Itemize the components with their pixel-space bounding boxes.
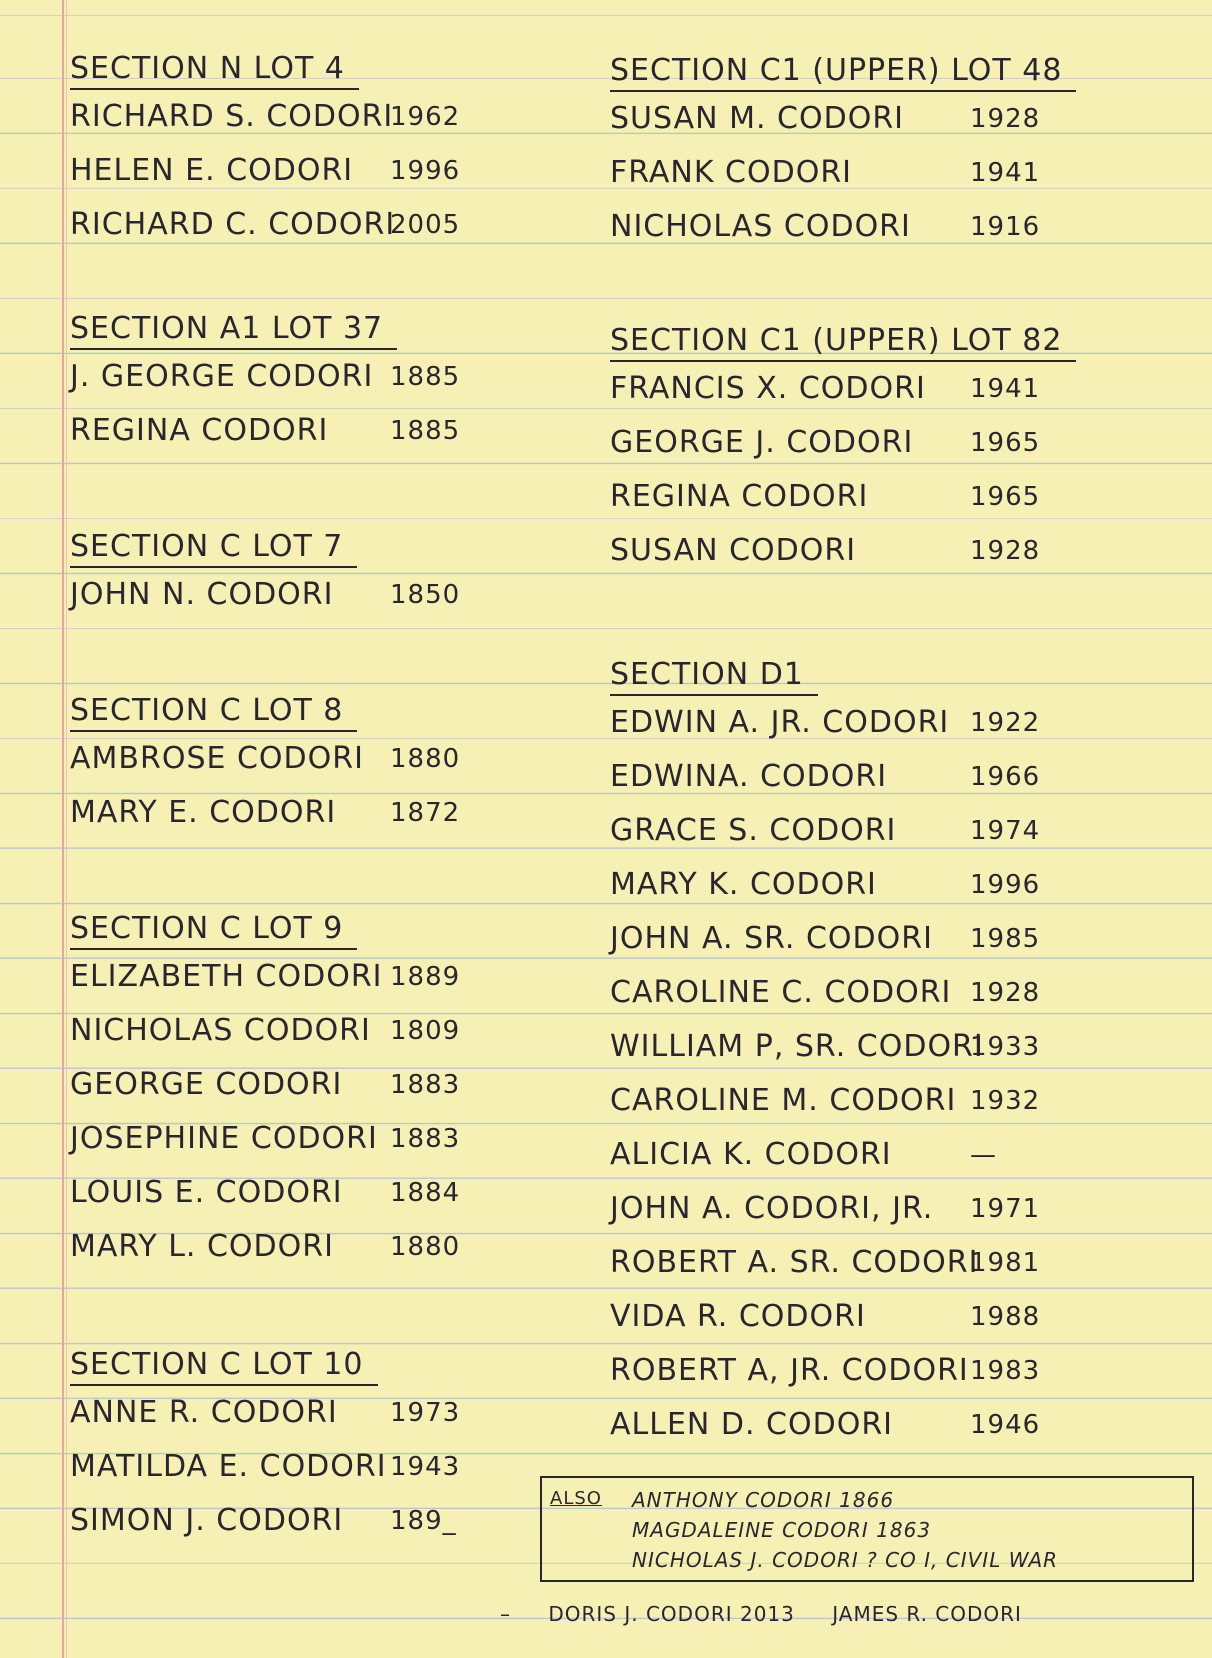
section-title: SECTION C LOT 8 [70, 692, 357, 732]
burial-year: 1883 [390, 1070, 461, 1100]
list-item [610, 1182, 1130, 1236]
list-item [70, 144, 520, 198]
burial-name: ANNE R. CODORI [70, 1395, 338, 1430]
also-line: ANTHONY CODORI 1866 [632, 1488, 895, 1512]
burial-year: 189_ [390, 1506, 457, 1536]
burial-year: 1880 [390, 744, 461, 774]
burial-name: SIMON J. CODORI [70, 1503, 344, 1538]
burial-year: 1962 [390, 102, 461, 132]
burial-year: 1885 [390, 416, 461, 446]
burial-name: ALICIA K. CODORI [610, 1137, 892, 1172]
section-c-lot-10 [70, 1346, 520, 1548]
burial-year: — [970, 1140, 997, 1170]
section-c-lot-9 [70, 910, 520, 1274]
burial-name: JOHN A. SR. CODORI [610, 921, 933, 956]
list-item [70, 732, 520, 786]
section-c-lot-8 [70, 692, 520, 840]
list-item [70, 1058, 520, 1112]
burial-name: RICHARD C. CODORI [70, 207, 396, 242]
margin-rule [62, 0, 64, 1658]
burial-name: ALLEN D. CODORI [610, 1407, 894, 1442]
burial-name: MATILDA E. CODORI [70, 1449, 387, 1484]
section-title: SECTION A1 LOT 37 [70, 310, 397, 350]
burial-year: 1983 [970, 1356, 1041, 1386]
burial-name: ELIZABETH CODORI [70, 959, 383, 994]
burial-name: JOSEPHINE CODORI [70, 1121, 378, 1156]
list-item [70, 1494, 520, 1548]
list-item [70, 1004, 520, 1058]
burial-name: GEORGE J. CODORI [610, 425, 914, 460]
section-title: SECTION C1 (UPPER) LOT 48 [610, 52, 1076, 92]
also-line: NICHOLAS J. CODORI ? CO I, CIVIL WAR [632, 1548, 1059, 1572]
burial-name: HELEN E. CODORI [70, 153, 354, 188]
list-item [610, 912, 1130, 966]
burial-year: 1965 [970, 428, 1041, 458]
section-c-lot-7 [70, 528, 520, 622]
list-item [610, 1344, 1130, 1398]
burial-name: NICHOLAS CODORI [610, 209, 911, 244]
burial-name: SUSAN M. CODORI [610, 101, 905, 136]
list-item [610, 1398, 1130, 1452]
list-item [70, 1440, 520, 1494]
list-item [610, 1074, 1130, 1128]
burial-year: 1943 [390, 1452, 461, 1482]
burial-name: CAROLINE C. CODORI [610, 975, 952, 1010]
burial-year: 1928 [970, 536, 1041, 566]
list-item [610, 92, 1130, 146]
list-item [610, 1020, 1130, 1074]
section-c1-lot-82 [610, 322, 1130, 578]
burial-year: 1933 [970, 1032, 1041, 1062]
burial-year: 1916 [970, 212, 1041, 242]
margin-rule-inner [66, 0, 67, 1658]
burial-name: MARY L. CODORI [70, 1229, 334, 1264]
burial-name: NICHOLAS CODORI [70, 1013, 371, 1048]
burial-name: WILLIAM P, SR. CODORI [610, 1029, 984, 1064]
burial-year: 1996 [970, 870, 1041, 900]
burial-name: CAROLINE M. CODORI [610, 1083, 957, 1118]
list-item [610, 966, 1130, 1020]
also-label: ALSO [550, 1488, 602, 1509]
list-item [70, 1166, 520, 1220]
list-item [70, 786, 520, 840]
also-box [540, 1476, 1194, 1582]
burial-year: 1985 [970, 924, 1041, 954]
burial-name: FRANK CODORI [610, 155, 853, 190]
list-item [610, 1128, 1130, 1182]
burial-year: 1809 [390, 1016, 461, 1046]
burial-name: SUSAN CODORI [610, 533, 857, 568]
list-item [610, 1290, 1130, 1344]
burial-name: EDWIN A. JR. CODORI [610, 705, 950, 740]
burial-name: EDWINA. CODORI [610, 759, 888, 794]
section-a1-lot-37 [70, 310, 520, 458]
burial-name: ROBERT A, JR. CODORI [610, 1353, 969, 1388]
burial-name: JOHN N. CODORI [70, 577, 334, 612]
burial-name: AMBROSE CODORI [70, 741, 364, 776]
burial-year: 1889 [390, 962, 461, 992]
burial-year: 1883 [390, 1124, 461, 1154]
list-item [610, 858, 1130, 912]
burial-name: MARY K. CODORI [610, 867, 877, 902]
also-line: MAGDALEINE CODORI 1863 [632, 1518, 932, 1542]
burial-year: 1988 [970, 1302, 1041, 1332]
burial-year: 1928 [970, 104, 1041, 134]
burial-name: MARY E. CODORI [70, 795, 337, 830]
burial-year: 1880 [390, 1232, 461, 1262]
burial-name: REGINA CODORI [70, 413, 329, 448]
burial-year: 1941 [970, 158, 1041, 188]
list-item [610, 804, 1130, 858]
burial-year: 1884 [390, 1178, 461, 1208]
burial-year: 1981 [970, 1248, 1041, 1278]
list-item [610, 146, 1130, 200]
burial-name: ROBERT A. SR. CODORI [610, 1245, 979, 1280]
burial-year: 1996 [390, 156, 461, 186]
burial-name: REGINA CODORI [610, 479, 869, 514]
burial-year: 1973 [390, 1398, 461, 1428]
burial-name: LOUIS E. CODORI [70, 1175, 343, 1210]
burial-year: 1872 [390, 798, 461, 828]
list-item [70, 568, 520, 622]
list-item [70, 350, 520, 404]
burial-year: 1885 [390, 362, 461, 392]
list-item [70, 1386, 520, 1440]
list-item [610, 1236, 1130, 1290]
burial-year: 1971 [970, 1194, 1041, 1224]
footer-credit [500, 1602, 1052, 1626]
burial-year: 1922 [970, 708, 1041, 738]
section-d1 [610, 656, 1130, 1452]
list-item [610, 362, 1130, 416]
section-title: SECTION C1 (UPPER) LOT 82 [610, 322, 1076, 362]
burial-year: 1850 [390, 580, 461, 610]
list-item [70, 404, 520, 458]
footer-dash: – [500, 1602, 511, 1626]
burial-year: 1974 [970, 816, 1041, 846]
burial-year: 2005 [390, 210, 461, 240]
section-n-lot-4 [70, 50, 520, 252]
section-title: SECTION C LOT 10 [70, 1346, 378, 1386]
burial-name: VIDA R. CODORI [610, 1299, 866, 1334]
section-title: SECTION D1 [610, 656, 818, 696]
section-title: SECTION C LOT 7 [70, 528, 357, 568]
list-item [70, 1112, 520, 1166]
burial-name: JOHN A. CODORI, JR. [610, 1191, 934, 1226]
burial-name: FRANCIS X. CODORI [610, 371, 926, 406]
list-item [610, 200, 1130, 254]
section-title: SECTION C LOT 9 [70, 910, 357, 950]
list-item [70, 90, 520, 144]
burial-year: 1941 [970, 374, 1041, 404]
list-item [610, 524, 1130, 578]
burial-year: 1932 [970, 1086, 1041, 1116]
list-item [610, 696, 1130, 750]
list-item [70, 198, 520, 252]
burial-year: 1966 [970, 762, 1041, 792]
list-item [70, 1220, 520, 1274]
burial-name: J. GEORGE CODORI [70, 359, 374, 394]
burial-name: RICHARD S. CODORI [70, 99, 394, 134]
burial-year: 1928 [970, 978, 1041, 1008]
list-item [70, 950, 520, 1004]
burial-name: GEORGE CODORI [70, 1067, 343, 1102]
list-item [610, 416, 1130, 470]
section-title: SECTION N LOT 4 [70, 50, 359, 90]
burial-name: GRACE S. CODORI [610, 813, 897, 848]
list-item [610, 750, 1130, 804]
burial-year: 1965 [970, 482, 1041, 512]
burial-year: 1946 [970, 1410, 1041, 1440]
credit-james: JAMES R. CODORI [832, 1602, 1022, 1626]
section-c1-lot-48 [610, 52, 1130, 254]
credit-doris: DORIS J. CODORI 2013 [548, 1602, 795, 1626]
list-item [610, 470, 1130, 524]
